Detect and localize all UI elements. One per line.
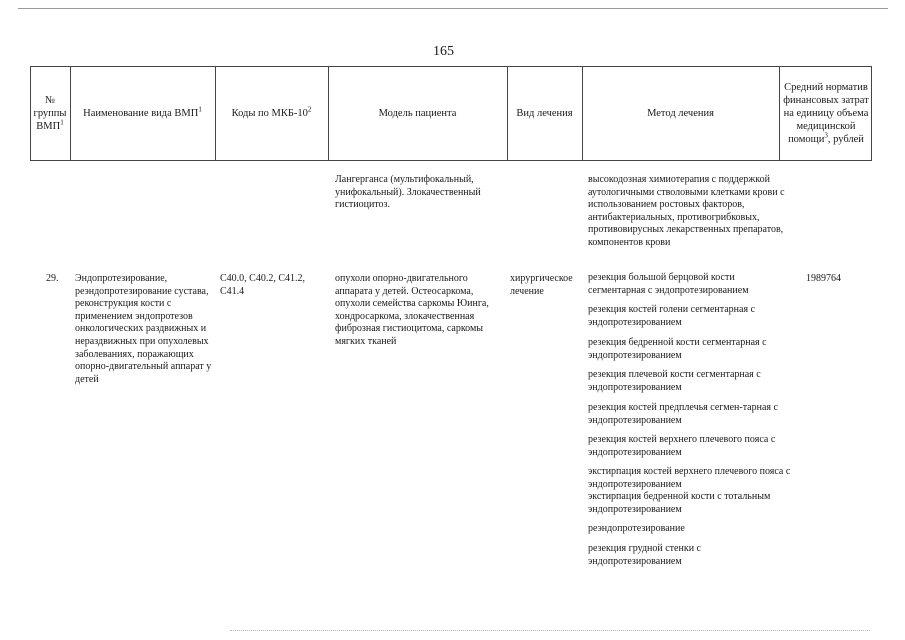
list-item: реэндопротезирование	[588, 523, 685, 534]
list-item: резекция грудной стенки с эндопротезированием	[588, 543, 701, 567]
row-vmp-name: Эндопротезирование, реэндопротезирование сустава, реконструкция кости с применением эндопротезов онкологических раздвижных и нераздвижных при опухолевых заболеваниях, поражающих опорно-двигательный аппарат у детей	[75, 273, 212, 385]
scan-top-edge	[18, 8, 888, 9]
header-treatment-type: Вид лечения	[516, 107, 573, 119]
list-item: резекция большой берцовой кости сегментарная с эндопротезированием	[588, 272, 749, 296]
list-item: экстирпация бедренной кости с тотальным эндопротезированием	[588, 491, 771, 515]
list-item: резекция костей верхнего плечевого пояса с эндопротезированием	[588, 434, 776, 458]
header-treatment-method: Метод лечения	[647, 107, 714, 119]
row-patient-model: опухоли опорно-двигательного аппарата у детей. Остеосаркома, опухоли семейства саркомы Юинга, хондросаркома, злокачественная фиброзная гистиоцитома, саркомы мягких тканей	[335, 273, 489, 347]
header-vmp-name: Наименование вида ВМП$^1$	[83, 105, 202, 119]
page-number: 165	[433, 44, 454, 59]
list-item: резекция костей голени сегментарная с эндопротезированием	[588, 304, 756, 328]
continuation-patient-model: Лангерганса (мультифокальный, унифокальный). Злокачественный гистиоцитоз.	[335, 174, 481, 211]
list-item: резекция бедренной кости сегментарная с эндопротезированием	[588, 337, 767, 361]
header-mkb-codes: Коды по МКБ-$10^2$	[231, 105, 312, 119]
list-item: экстирпация костей верхнего плечевого пояса с эндопротезированием	[588, 466, 791, 490]
list-item: резекция плечевой кости сегментарная с эндопротезированием	[588, 369, 761, 393]
header-group-number: № группы ВМП$^1$	[33, 94, 67, 132]
continuation-method: высокодозная химиотерапия с поддержкой аутологичными стволовыми клетками крови с использованием ростовых факторов, антибактериальных, противогрибковых, противовирусных лекарственных препаратов, компонентов крови	[588, 174, 785, 248]
scan-bottom-edge	[230, 630, 870, 631]
header-patient-model: Модель пациента	[378, 107, 457, 119]
header-norm: Средний норматив финансовых затрат на единицу объема медицинской помощи$^3$, рублей	[783, 81, 869, 145]
row-mkb-codes: C40.0, C40.2, C41.2, C41.4	[220, 273, 306, 297]
row-treatment-type: хирургическое лечение	[510, 273, 573, 297]
row-number: 29.	[46, 273, 59, 284]
row-norm: 1989764	[806, 273, 841, 284]
list-item: резекция костей предплечья сегмен-тарная с эндопротезированием	[588, 402, 778, 426]
